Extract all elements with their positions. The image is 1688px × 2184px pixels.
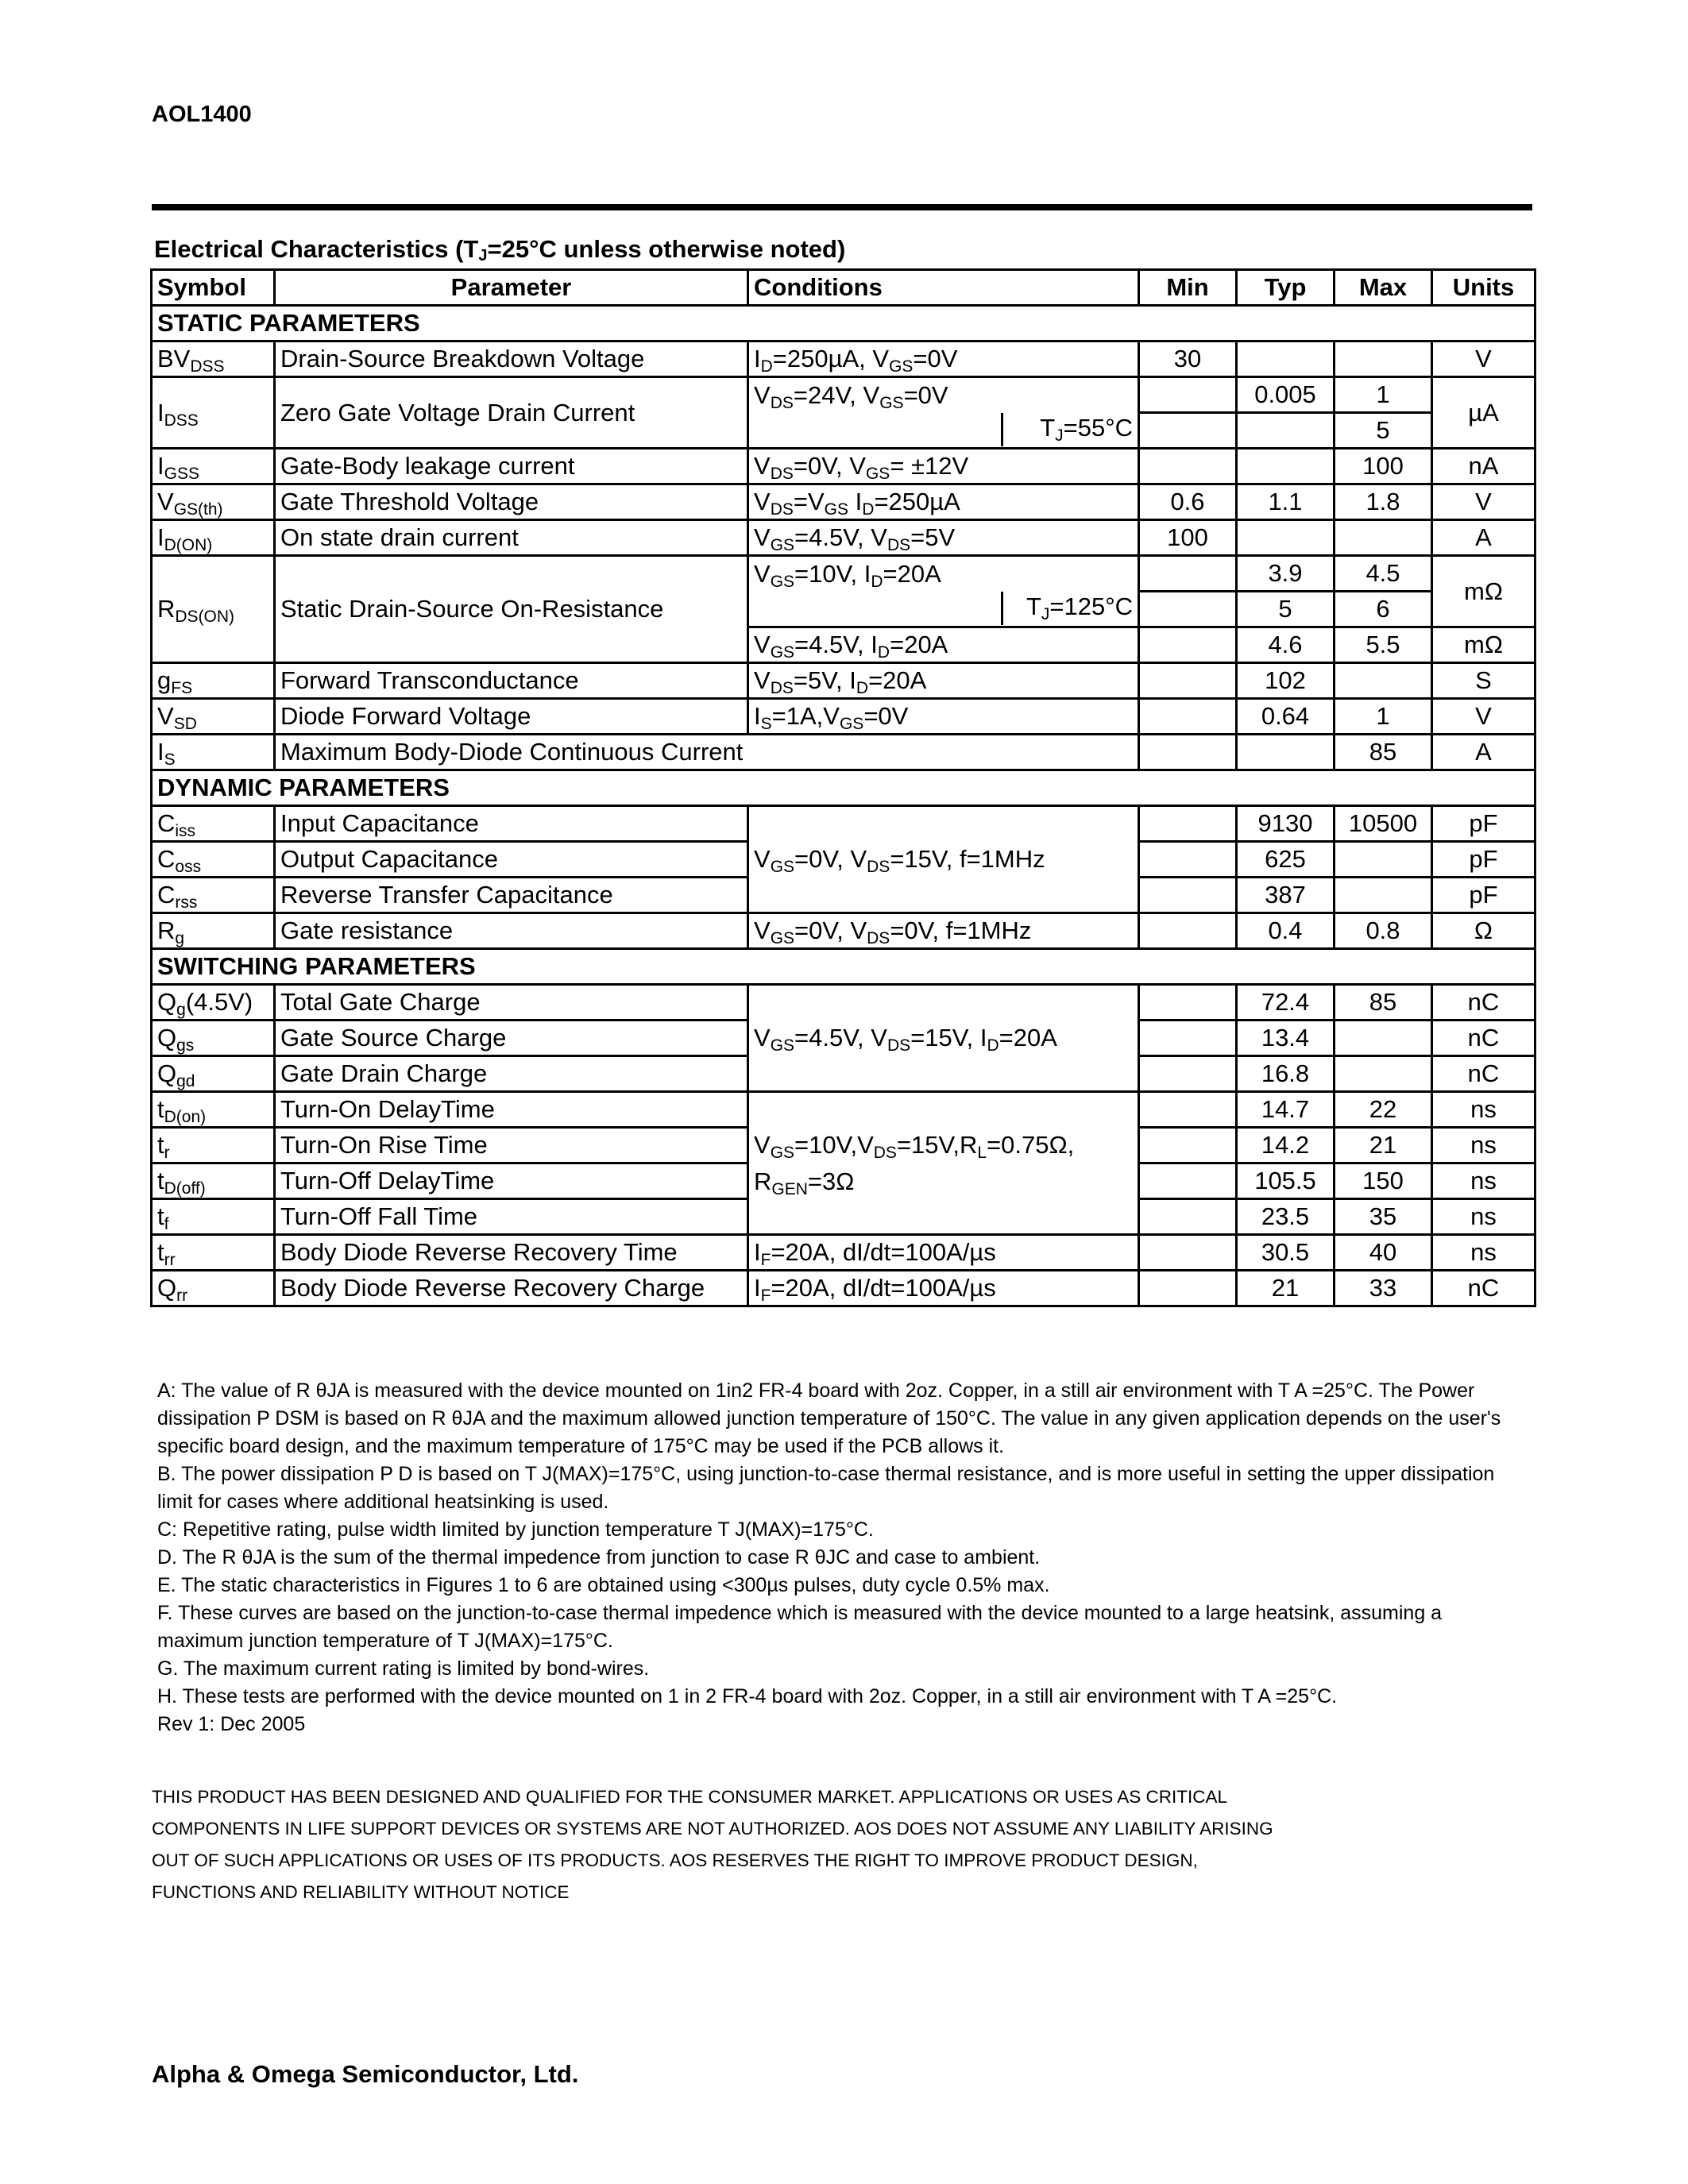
- unit-cell: ns: [1432, 1235, 1535, 1271]
- unit-cell: V: [1432, 341, 1535, 377]
- revision: Rev 1: Dec 2005: [157, 1713, 306, 1735]
- col-units: Units: [1432, 270, 1535, 306]
- conditions-cell: $V_{GS}=10V,V_{DS}=15V,R_L=0.75\Omega$, $R_{GEN}=3\Omega$: [748, 1092, 1139, 1235]
- max-cell: 85: [1335, 735, 1432, 770]
- typ-cell: 30.5: [1237, 1235, 1335, 1271]
- header-rule: [152, 204, 1532, 210]
- max-cell: 5.5: [1335, 627, 1432, 663]
- symbol-cell: $V_{GS(th)}$: [152, 484, 275, 520]
- typ-cell: 102: [1237, 663, 1335, 699]
- parameter-cell: Gate Source Charge: [275, 1021, 748, 1056]
- unit-cell: A: [1432, 735, 1535, 770]
- conditions-cell: $I_D=250\mu A$, $V_{GS}=0V$: [748, 341, 1139, 377]
- max-cell: 22: [1335, 1092, 1432, 1128]
- min-cell: 0.6: [1139, 484, 1237, 520]
- conditions-cell: $V_{GS}=0V$, $V_{DS}=0V$, f=1MHz: [748, 913, 1139, 949]
- parameter-cell: Gate-Body leakage current: [275, 449, 748, 484]
- max-cell: [1335, 341, 1432, 377]
- conditions-cell: $V_{DS}=0V$, $V_{GS}= \pm 12V$: [748, 449, 1139, 484]
- table-header-row: [152, 270, 1535, 306]
- conditions-cell: $I_F=20A$, dI/dt=100A/µs: [748, 1271, 1139, 1306]
- typ-cell: [1237, 341, 1335, 377]
- min-cell: [1139, 985, 1237, 1021]
- footnote-d: D. The R θJA is the sum of the thermal impedence from junction to case R θJC and case to ambient.: [157, 1546, 1041, 1569]
- min-cell: [1139, 556, 1237, 592]
- col-max: Max: [1335, 270, 1432, 306]
- symbol-cell: $BV_{DSS}$: [152, 341, 275, 377]
- col-parameter: Parameter: [275, 270, 748, 306]
- max-cell: 1.8: [1335, 484, 1432, 520]
- min-cell: [1139, 449, 1237, 484]
- typ-cell: [1237, 449, 1335, 484]
- typ-cell: 23.5: [1237, 1199, 1335, 1235]
- typ-cell: 0.4: [1237, 913, 1335, 949]
- col-conditions: Conditions: [748, 270, 1139, 306]
- parameter-cell: Gate Threshold Voltage: [275, 484, 748, 520]
- typ-cell: 625: [1237, 842, 1335, 878]
- section-dynamic: DYNAMIC PARAMETERS: [152, 770, 1535, 806]
- footnote-a: A: The value of R θJA is measured with the device mounted on 1in2 FR-4 board with 2oz. Copper, in a still air environment with T A =25°C. The Power dissipation P DSM is based on R θJA and the maximum allowed junction temperature of 150°C. The value in any given application depends on the user's specific board design, and the maximum temperature of 175°C may be used if the PCB allows it.: [157, 1379, 1501, 1457]
- section-static: STATIC PARAMETERS: [152, 306, 1535, 341]
- company-name: Alpha & Omega Semiconductor, Ltd.: [152, 2060, 579, 2088]
- max-cell: [1335, 663, 1432, 699]
- min-cell: [1139, 878, 1237, 913]
- symbol-cell: $I_{D(ON)}$: [152, 520, 275, 556]
- min-cell: [1139, 663, 1237, 699]
- unit-cell: Ω: [1432, 913, 1535, 949]
- max-cell: [1335, 842, 1432, 878]
- typ-cell: 9130: [1237, 806, 1335, 842]
- symbol-cell: $I_S$: [152, 735, 275, 770]
- symbol-cell: $C_{rss}$: [152, 878, 275, 913]
- conditions-cell: $V_{DS}=V_{GS}$ $I_D=250\mu A$: [748, 484, 1139, 520]
- typ-cell: 105.5: [1237, 1163, 1335, 1199]
- min-cell: [1139, 1235, 1237, 1271]
- typ-cell: [1237, 413, 1335, 449]
- col-typ: Typ: [1237, 270, 1335, 306]
- min-cell: [1139, 1199, 1237, 1235]
- parameter-cell: Turn-Off Fall Time: [275, 1199, 748, 1235]
- footnote-g: G. The maximum current rating is limited by bond-wires.: [157, 1657, 650, 1680]
- parameter-cell: Body Diode Reverse Recovery Charge: [275, 1271, 748, 1306]
- symbol-cell: $t_f$: [152, 1199, 275, 1235]
- min-cell: [1139, 1271, 1237, 1306]
- min-cell: [1139, 592, 1237, 627]
- conditions-cell: $V_{GS}=10V$, $I_D=20A$: [748, 556, 1139, 592]
- symbol-cell: $t_{D(off)}$: [152, 1163, 275, 1199]
- table-row: [152, 449, 1535, 484]
- parameter-cell: Total Gate Charge: [275, 985, 748, 1021]
- unit-cell: ns: [1432, 1128, 1535, 1163]
- typ-cell: 21: [1237, 1271, 1335, 1306]
- symbol-cell: $t_{rr}$: [152, 1235, 275, 1271]
- unit-cell: nA: [1432, 449, 1535, 484]
- max-cell: 100: [1335, 449, 1432, 484]
- typ-cell: 4.6: [1237, 627, 1335, 663]
- table-row: [152, 1271, 1535, 1306]
- unit-cell: mΩ: [1432, 556, 1535, 627]
- typ-cell: 14.7: [1237, 1092, 1335, 1128]
- min-cell: [1139, 1092, 1237, 1128]
- parameter-cell: On state drain current: [275, 520, 748, 556]
- typ-cell: [1237, 520, 1335, 556]
- max-cell: 1: [1335, 377, 1432, 413]
- parameter-cell: Body Diode Reverse Recovery Time: [275, 1235, 748, 1271]
- table-row: [152, 377, 1535, 413]
- parameter-cell: Drain-Source Breakdown Voltage: [275, 341, 748, 377]
- footnotes: [157, 1377, 1532, 1738]
- disclaimer-line: FUNCTIONS AND RELIABILITY WITHOUT NOTICE: [152, 1882, 570, 1902]
- conditions-cell: $V_{DS}=24V$, $V_{GS}=0V$: [748, 377, 1139, 413]
- typ-cell: 72.4: [1237, 985, 1335, 1021]
- min-cell: [1139, 735, 1237, 770]
- symbol-cell: $I_{DSS}$: [152, 377, 275, 449]
- part-number: AOL1400: [152, 102, 252, 127]
- parameter-cell: Reverse Transfer Capacitance: [275, 878, 748, 913]
- symbol-cell: $R_{DS(ON)}$: [152, 556, 275, 663]
- parameter-cell: Zero Gate Voltage Drain Current: [275, 377, 748, 449]
- unit-cell: nC: [1432, 1271, 1535, 1306]
- symbol-cell: $C_{oss}$: [152, 842, 275, 878]
- conditions-cell: $I_S=1A,V_{GS}=0V$: [748, 699, 1139, 735]
- unit-cell: ns: [1432, 1092, 1535, 1128]
- conditions-cell: [748, 592, 1139, 627]
- table-row: [152, 556, 1535, 592]
- table-row: [152, 1092, 1535, 1128]
- min-cell: [1139, 377, 1237, 413]
- footnote-b: B. The power dissipation P D is based on T J(MAX)=175°C, using junction-to-case thermal resistance, and is more useful in setting the upper dissipation limit for cases where additional heatsinking is used.: [157, 1463, 1495, 1513]
- parameter-cell: Gate Drain Charge: [275, 1056, 748, 1092]
- symbol-cell: $Q_{gs}$: [152, 1021, 275, 1056]
- typ-cell: 14.2: [1237, 1128, 1335, 1163]
- max-cell: [1335, 1056, 1432, 1092]
- parameter-cell: Maximum Body-Diode Continuous Current: [275, 735, 1139, 770]
- max-cell: 40: [1335, 1235, 1432, 1271]
- max-cell: 4.5: [1335, 556, 1432, 592]
- symbol-cell: $g_{FS}$: [152, 663, 275, 699]
- parameter-cell: Gate resistance: [275, 913, 748, 949]
- parameter-cell: Turn-Off DelayTime: [275, 1163, 748, 1199]
- parameter-cell: Input Capacitance: [275, 806, 748, 842]
- min-cell: 100: [1139, 520, 1237, 556]
- max-cell: 35: [1335, 1199, 1432, 1235]
- max-cell: 6: [1335, 592, 1432, 627]
- typ-cell: 0.005: [1237, 377, 1335, 413]
- footnote-e: E. The static characteristics in Figures 1 to 6 are obtained using <300µs pulses, duty cycle 0.5% max.: [157, 1574, 1050, 1596]
- col-min: Min: [1139, 270, 1237, 306]
- disclaimer-line: OUT OF SUCH APPLICATIONS OR USES OF ITS PRODUCTS. AOS RESERVES THE RIGHT TO IMPROVE PRODUCT DESIGN,: [152, 1850, 1198, 1870]
- max-cell: 10500: [1335, 806, 1432, 842]
- conditions-cell: [748, 413, 1139, 449]
- min-cell: [1139, 699, 1237, 735]
- typ-cell: 5: [1237, 592, 1335, 627]
- unit-cell: ns: [1432, 1163, 1535, 1199]
- disclaimer-line: COMPONENTS IN LIFE SUPPORT DEVICES OR SYSTEMS ARE NOT AUTHORIZED. AOS DOES NOT ASSUME ANY LIABILITY ARISING: [152, 1819, 1273, 1839]
- conditions-cell: $V_{GS}=4.5V$, $V_{DS}=5V$: [748, 520, 1139, 556]
- symbol-cell: $t_r$: [152, 1128, 275, 1163]
- max-cell: 150: [1335, 1163, 1432, 1199]
- unit-cell: nC: [1432, 1021, 1535, 1056]
- table-row: [152, 663, 1535, 699]
- typ-cell: 387: [1237, 878, 1335, 913]
- table-row: [152, 699, 1535, 735]
- table-title: Electrical Characteristics ($T_J=25^\circ C$ unless otherwise noted): [154, 235, 846, 264]
- min-cell: [1139, 1163, 1237, 1199]
- col-symbol: Symbol: [152, 270, 275, 306]
- max-cell: 85: [1335, 985, 1432, 1021]
- max-cell: 5: [1335, 413, 1432, 449]
- table-row: [152, 913, 1535, 949]
- typ-cell: [1237, 735, 1335, 770]
- symbol-cell: $I_{GSS}$: [152, 449, 275, 484]
- table-row: [152, 520, 1535, 556]
- parameter-cell: Turn-On DelayTime: [275, 1092, 748, 1128]
- table-row: [152, 341, 1535, 377]
- min-cell: [1139, 1128, 1237, 1163]
- symbol-cell: $R_g$: [152, 913, 275, 949]
- symbol-cell: $Q_{rr}$: [152, 1271, 275, 1306]
- min-cell: [1139, 1021, 1237, 1056]
- conditions-cell: $V_{GS}=0V$, $V_{DS}=15V$, f=1MHz: [748, 806, 1139, 913]
- section-switching: SWITCHING PARAMETERS: [152, 949, 1535, 985]
- disclaimer-line: THIS PRODUCT HAS BEEN DESIGNED AND QUALIFIED FOR THE CONSUMER MARKET. APPLICATIONS OR USES AS CRITICAL: [152, 1787, 1227, 1807]
- footnote-f: F. These curves are based on the junction-to-case thermal impedence which is measured with the device mounted to a large heatsink, assuming a maximum junction temperature of T J(MAX)=175°C.: [157, 1602, 1443, 1652]
- table-row: [152, 484, 1535, 520]
- electrical-characteristics-table: [150, 268, 1536, 1307]
- min-cell: [1139, 627, 1237, 663]
- max-cell: 33: [1335, 1271, 1432, 1306]
- unit-cell: µA: [1432, 377, 1535, 449]
- max-cell: [1335, 520, 1432, 556]
- parameter-cell: Static Drain-Source On-Resistance: [275, 556, 748, 663]
- footnote-c: C: Repetitive rating, pulse width limited by junction temperature T J(MAX)=175°C.: [157, 1518, 874, 1541]
- table-row: [152, 1235, 1535, 1271]
- max-cell: [1335, 878, 1432, 913]
- table-row: [152, 735, 1535, 770]
- max-cell: 0.8: [1335, 913, 1432, 949]
- min-cell: 30: [1139, 341, 1237, 377]
- footnote-h: H. These tests are performed with the device mounted on 1 in 2 FR-4 board with 2oz. Copper, in a still air environment with T A =25°C.: [157, 1685, 1338, 1707]
- parameter-cell: Diode Forward Voltage: [275, 699, 748, 735]
- unit-cell: V: [1432, 699, 1535, 735]
- max-cell: [1335, 1021, 1432, 1056]
- parameter-cell: Output Capacitance: [275, 842, 748, 878]
- unit-cell: nC: [1432, 1056, 1535, 1092]
- typ-cell: 13.4: [1237, 1021, 1335, 1056]
- max-cell: 1: [1335, 699, 1432, 735]
- min-cell: [1139, 806, 1237, 842]
- unit-cell: mΩ: [1432, 627, 1535, 663]
- table-row: [152, 985, 1535, 1021]
- typ-cell: 16.8: [1237, 1056, 1335, 1092]
- min-cell: [1139, 413, 1237, 449]
- conditions-cell: $V_{GS}=4.5V$, $V_{DS}=15V$, $I_D=20A$: [748, 985, 1139, 1092]
- symbol-cell: $t_{D(on)}$: [152, 1092, 275, 1128]
- typ-cell: 0.64: [1237, 699, 1335, 735]
- tj-condition: $T_J=125^\circ C$: [1001, 592, 1138, 625]
- unit-cell: S: [1432, 663, 1535, 699]
- unit-cell: ns: [1432, 1199, 1535, 1235]
- symbol-cell: $V_{SD}$: [152, 699, 275, 735]
- unit-cell: pF: [1432, 842, 1535, 878]
- unit-cell: pF: [1432, 806, 1535, 842]
- conditions-cell: $I_F=20A$, dI/dt=100A/µs: [748, 1235, 1139, 1271]
- min-cell: [1139, 1056, 1237, 1092]
- parameter-cell: Turn-On Rise Time: [275, 1128, 748, 1163]
- unit-cell: A: [1432, 520, 1535, 556]
- max-cell: 21: [1335, 1128, 1432, 1163]
- min-cell: [1139, 913, 1237, 949]
- unit-cell: V: [1432, 484, 1535, 520]
- parameter-cell: Forward Transconductance: [275, 663, 748, 699]
- table-row: [152, 806, 1535, 842]
- symbol-cell: $Q_{gd}$: [152, 1056, 275, 1092]
- conditions-cell: $V_{GS}=4.5V$, $I_D=20A$: [748, 627, 1139, 663]
- typ-cell: 1.1: [1237, 484, 1335, 520]
- unit-cell: nC: [1432, 985, 1535, 1021]
- disclaimer: [152, 1781, 1526, 1908]
- symbol-cell: $C_{iss}$: [152, 806, 275, 842]
- symbol-cell: $Q_g(4.5V)$: [152, 985, 275, 1021]
- min-cell: [1139, 842, 1237, 878]
- tj-condition: $T_J=55^\circ C$: [1001, 413, 1138, 446]
- conditions-cell: $V_{DS}=5V$, $I_D=20A$: [748, 663, 1139, 699]
- typ-cell: 3.9: [1237, 556, 1335, 592]
- unit-cell: pF: [1432, 878, 1535, 913]
